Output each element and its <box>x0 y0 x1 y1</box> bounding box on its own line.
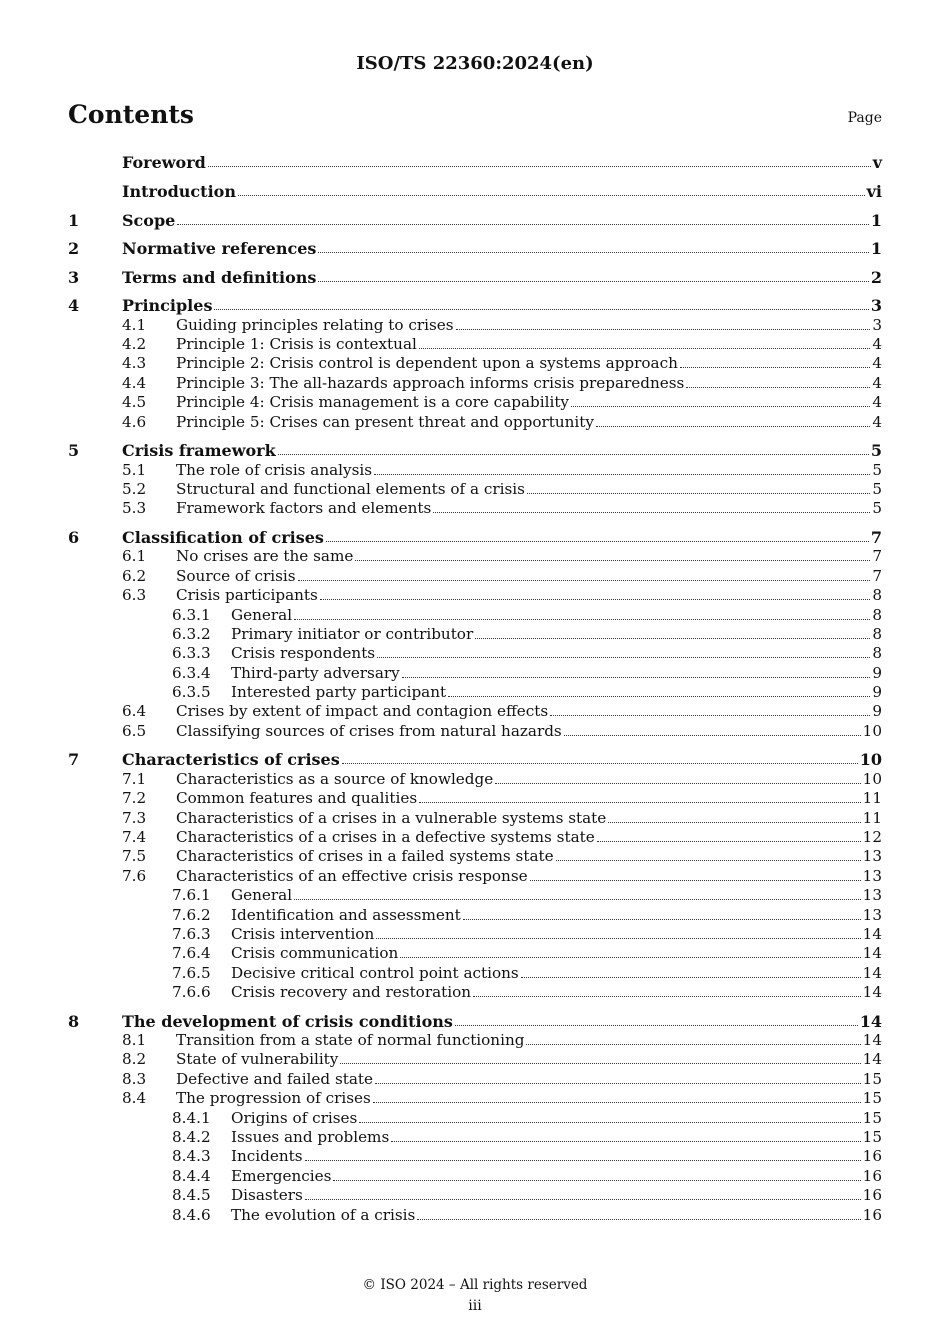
dot-leader <box>556 860 861 861</box>
toc-entry-page[interactable]: 7 <box>870 527 882 547</box>
toc-entry-title[interactable]: Principle 3: The all-hazards approach informs crisis preparedness <box>176 373 685 392</box>
dot-leader <box>400 957 860 958</box>
toc-entry-page[interactable]: 11 <box>862 789 882 808</box>
document-id-header: ISO/TS 22360:2024(en) <box>356 53 594 74</box>
toc-entry-page[interactable]: 16 <box>862 1205 882 1224</box>
toc-entry-number: 1 <box>68 210 80 230</box>
dot-leader <box>475 638 870 639</box>
toc-entry-page[interactable]: 5 <box>872 479 882 498</box>
toc-entry-title[interactable]: Crisis participants <box>176 586 318 605</box>
toc-entry[interactable] <box>68 566 882 585</box>
dot-leader <box>596 426 870 427</box>
dot-leader <box>238 195 865 196</box>
dot-leader <box>377 657 870 658</box>
toc-entry[interactable] <box>68 769 882 788</box>
toc-entry-number: 2 <box>68 239 80 259</box>
toc-entry-number: 6.5 <box>122 721 147 740</box>
toc-entry[interactable] <box>68 267 882 286</box>
toc-entry[interactable] <box>68 460 882 479</box>
toc-entry[interactable] <box>68 441 882 460</box>
dot-leader <box>294 619 870 620</box>
dot-leader <box>278 454 869 455</box>
dot-leader <box>455 1025 858 1026</box>
toc-entry-title[interactable]: Crisis recovery and restoration <box>231 983 472 1002</box>
toc-entry-number: 7.2 <box>122 789 147 808</box>
dot-leader <box>375 1083 861 1084</box>
toc-entry-title[interactable]: Characteristics of crises in a failed systems state <box>176 847 554 866</box>
toc-entry-title[interactable]: Source of crisis <box>176 566 296 585</box>
toc-entry[interactable] <box>68 354 882 373</box>
toc-entry-number: 7.6.1 <box>172 886 211 905</box>
dot-leader <box>564 735 861 736</box>
toc-entry[interactable] <box>68 1166 882 1185</box>
toc-entry-number: 7.6.2 <box>172 905 211 924</box>
toc-entry-number: 8.2 <box>122 1050 147 1069</box>
toc-entry-page[interactable]: 12 <box>862 828 882 846</box>
toc-entry[interactable] <box>68 866 882 885</box>
toc-entry-page[interactable]: 14 <box>862 1050 882 1069</box>
toc-entry[interactable] <box>68 683 882 702</box>
toc-entry-page[interactable]: 4 <box>872 335 882 354</box>
dot-leader <box>373 1102 861 1103</box>
dot-leader <box>214 309 868 310</box>
toc-entry-title[interactable]: Characteristics as a source of knowledge <box>176 769 494 788</box>
dot-leader <box>473 996 861 997</box>
toc-entry-page[interactable]: 4 <box>872 373 882 392</box>
toc-entry-title[interactable]: Principle 2: Crisis control is dependent upon a systems approach <box>176 354 678 373</box>
toc-entry-title[interactable]: Identification and assessment <box>231 905 461 924</box>
toc-entry-title[interactable]: Terms and definitions <box>122 267 317 287</box>
toc-entry-page[interactable]: 11 <box>862 808 882 827</box>
toc-entry-page[interactable]: 9 <box>872 663 882 682</box>
toc-entry-page[interactable]: 8 <box>872 605 882 624</box>
dot-leader <box>448 696 870 697</box>
toc-entry-title[interactable]: Emergencies <box>231 1166 332 1185</box>
toc-entry-number: 8 <box>68 1011 80 1031</box>
toc-entry[interactable] <box>68 1011 882 1030</box>
dot-leader <box>419 348 870 349</box>
toc-entry-page[interactable]: 5 <box>870 441 882 461</box>
toc-entry-page[interactable]: 14 <box>862 924 882 943</box>
toc-entry[interactable] <box>68 1128 882 1147</box>
toc-entry-title[interactable]: Origins of crises <box>231 1108 358 1127</box>
toc-entry-number: 7.6.4 <box>172 944 211 963</box>
dot-leader <box>305 1199 861 1200</box>
dot-leader <box>294 899 861 900</box>
toc-entry-page[interactable]: 15 <box>862 1128 882 1147</box>
toc-entry-title[interactable]: Defective and failed state <box>176 1069 373 1088</box>
toc-entry-number: 7.6.3 <box>172 924 211 943</box>
dot-leader <box>686 387 870 388</box>
dot-leader <box>374 474 870 475</box>
toc-entry-title[interactable]: Decisive critical control point actions <box>231 963 519 982</box>
toc-entry-number: 8.4.5 <box>172 1186 211 1205</box>
toc-entry-number: 6.3.2 <box>172 624 211 643</box>
page-number: iii <box>468 1298 482 1314</box>
toc-entry[interactable] <box>68 182 882 201</box>
toc-entry[interactable] <box>68 847 882 866</box>
toc-entry-number: 6.3.1 <box>172 605 211 624</box>
dot-leader <box>359 1122 860 1123</box>
toc-entry-number: 7.1 <box>122 769 147 788</box>
toc-entry-page[interactable]: 4 <box>872 393 882 412</box>
toc-entry-page[interactable]: 13 <box>862 886 882 905</box>
toc-entry-page[interactable]: 10 <box>862 721 882 740</box>
toc-entry-title[interactable]: Scope <box>122 210 176 230</box>
toc-entry-page[interactable]: 15 <box>862 1108 882 1127</box>
toc-entry-number: 4.6 <box>122 412 147 431</box>
toc-entry[interactable] <box>68 315 882 334</box>
toc-entry-number: 7.3 <box>122 808 147 827</box>
toc-entry-number: 6.1 <box>122 547 147 566</box>
toc-entry-title[interactable]: Characteristics of crises <box>122 750 340 770</box>
dot-leader <box>340 1063 860 1064</box>
toc-entry-number: 4.4 <box>122 373 147 392</box>
toc-entry[interactable] <box>68 828 882 847</box>
dot-leader <box>495 783 860 784</box>
toc-entry-page[interactable]: 4 <box>872 412 882 431</box>
toc-entry-title[interactable]: General <box>231 886 293 905</box>
toc-entry[interactable] <box>68 963 882 982</box>
toc-entry-page[interactable]: 13 <box>862 905 882 924</box>
dot-leader <box>342 763 858 764</box>
toc-entry-title[interactable]: Primary initiator or contributor <box>231 624 474 643</box>
toc-entry-number: 4.5 <box>122 393 147 412</box>
toc-entry[interactable] <box>68 499 882 518</box>
toc-entry-number: 4 <box>68 296 80 316</box>
toc-entry[interactable] <box>68 393 882 412</box>
dot-leader <box>318 252 868 253</box>
toc-entry[interactable] <box>68 925 882 944</box>
toc-entry-page[interactable]: 15 <box>862 1069 882 1088</box>
toc-entry-number: 6.3 <box>122 586 147 605</box>
toc-entry-title[interactable]: Issues and problems <box>231 1128 390 1147</box>
toc-entry-number: 7.6.5 <box>172 963 211 982</box>
dot-leader <box>318 281 868 282</box>
toc-entry-page[interactable]: v <box>872 153 882 173</box>
dot-leader <box>680 367 870 368</box>
toc-entry[interactable] <box>68 547 882 566</box>
dot-leader <box>320 599 871 600</box>
toc-entry-number: 6.4 <box>122 702 147 721</box>
toc-entry-title[interactable]: Guiding principles relating to crises <box>176 315 454 334</box>
dot-leader <box>527 493 870 494</box>
dot-leader <box>521 977 861 978</box>
toc-entry[interactable] <box>68 586 882 605</box>
dot-leader <box>376 938 860 939</box>
toc-entry-title[interactable]: Transition from a state of normal functioning <box>176 1031 525 1050</box>
toc-entry-title[interactable]: Principles <box>122 296 213 316</box>
toc-entry-title[interactable]: Principle 5: Crises can present threat and opportunity <box>176 412 594 431</box>
toc-entry-title[interactable]: Crisis intervention <box>231 924 375 943</box>
toc-entry-title[interactable]: The development of crisis conditions <box>122 1011 453 1031</box>
toc-entry-number: 8.4.6 <box>172 1205 211 1224</box>
toc-entry-number: 7.4 <box>122 828 147 846</box>
toc-entry-page[interactable]: 14 <box>859 1011 882 1031</box>
toc-entry-title[interactable]: Crisis framework <box>122 441 276 461</box>
toc-entry-title[interactable]: Principle 4: Crisis management is a core capability <box>176 393 569 412</box>
toc-entry[interactable] <box>68 296 882 315</box>
dot-leader <box>456 329 871 330</box>
toc-entry-number: 4.2 <box>122 335 147 354</box>
toc-entry-page[interactable]: 4 <box>872 354 882 373</box>
dot-leader <box>571 406 870 407</box>
toc-entry-number: 7.6.6 <box>172 983 211 1002</box>
toc-entry-number: 5.3 <box>122 499 147 518</box>
toc-entry-page[interactable]: 7 <box>872 547 882 566</box>
dot-leader <box>433 512 870 513</box>
toc-entry-page[interactable]: 3 <box>872 315 882 334</box>
toc-entry[interactable] <box>68 1050 882 1069</box>
toc-entry-page[interactable]: 14 <box>862 963 882 982</box>
toc-entry-number: 5 <box>68 441 80 461</box>
toc-entry-number: 4.1 <box>122 315 147 334</box>
toc-entry-title[interactable]: Normative references <box>122 239 317 259</box>
toc-entry-title[interactable]: Disasters <box>231 1186 303 1205</box>
toc-entry-page[interactable]: 8 <box>872 624 882 643</box>
toc-entry-title[interactable]: Third-party adversary <box>231 663 400 682</box>
toc-entry[interactable] <box>68 983 882 1002</box>
toc-entry-title[interactable]: Characteristics of a crises in a vulnerable systems state <box>176 808 607 827</box>
dot-leader <box>463 919 861 920</box>
dot-leader <box>608 822 860 823</box>
toc-entry-title[interactable]: Common features and qualities <box>176 789 418 808</box>
toc-entry-title[interactable]: No crises are the same <box>176 547 354 566</box>
toc-entry[interactable] <box>68 412 882 431</box>
toc-entry-page[interactable]: 13 <box>862 847 882 866</box>
toc-entry-page[interactable]: 1 <box>870 239 882 259</box>
toc-entry-title[interactable]: The role of crisis analysis <box>176 460 373 479</box>
toc-entry[interactable] <box>68 480 882 499</box>
toc-entry-title[interactable]: The progression of crises <box>176 1089 371 1108</box>
toc-entry-title[interactable]: State of vulnerability <box>176 1050 339 1069</box>
toc-entry-page[interactable]: 3 <box>870 296 882 316</box>
toc-entry[interactable] <box>68 1031 882 1050</box>
dot-leader <box>177 224 869 225</box>
copyright-footer: © ISO 2024 – All rights reserved <box>362 1277 588 1293</box>
toc-entry[interactable] <box>68 1186 882 1205</box>
toc-entry-number: 8.1 <box>122 1031 147 1050</box>
dot-leader <box>419 802 861 803</box>
toc-entry-number: 8.4.4 <box>172 1166 211 1185</box>
dot-leader <box>526 1044 860 1045</box>
table-of-contents <box>68 153 882 1225</box>
dot-leader <box>530 880 861 881</box>
toc-entry-number: 8.4.3 <box>172 1147 211 1166</box>
dot-leader <box>305 1160 861 1161</box>
dot-leader <box>402 677 871 678</box>
toc-entry[interactable] <box>68 153 882 172</box>
toc-entry-title[interactable]: Interested party participant <box>231 683 447 702</box>
dot-leader <box>298 580 871 581</box>
dot-leader <box>326 541 869 542</box>
toc-entry-number: 8.4 <box>122 1089 147 1108</box>
dot-leader <box>391 1141 860 1142</box>
toc-entry-page[interactable]: 1 <box>870 210 882 230</box>
toc-entry[interactable] <box>68 1069 882 1088</box>
toc-entry-number: 6.3.5 <box>172 683 211 702</box>
toc-entry[interactable] <box>68 663 882 682</box>
toc-entry-page[interactable]: 2 <box>870 267 882 287</box>
dot-leader <box>550 715 870 716</box>
toc-entry-number: 8.3 <box>122 1069 147 1088</box>
toc-entry-number: 5.2 <box>122 479 147 498</box>
toc-entry-number: 3 <box>68 267 80 287</box>
toc-entry[interactable] <box>68 1205 882 1224</box>
toc-entry-page[interactable]: 16 <box>862 1186 882 1205</box>
toc-entry-title[interactable]: Structural and functional elements of a crisis <box>176 479 525 498</box>
toc-entry[interactable] <box>68 625 882 644</box>
toc-entry-title[interactable]: Characteristics of a crises in a defective systems state <box>176 828 595 846</box>
toc-entry-page[interactable]: 14 <box>862 983 882 1002</box>
dot-leader <box>208 166 871 167</box>
toc-entry-title[interactable]: Crisis communication <box>231 944 399 963</box>
toc-entry[interactable] <box>68 944 882 963</box>
page-column-label: Page <box>847 110 882 126</box>
toc-entry-page[interactable]: 16 <box>862 1166 882 1185</box>
toc-entry[interactable] <box>68 905 882 924</box>
toc-entry-page[interactable]: 14 <box>862 1031 882 1050</box>
toc-entry-number: 7 <box>68 750 80 770</box>
toc-entry-page[interactable]: 13 <box>862 866 882 885</box>
toc-entry-page[interactable]: 14 <box>862 944 882 963</box>
toc-entry-number: 7.5 <box>122 847 147 866</box>
toc-entry-page[interactable]: 10 <box>862 769 882 788</box>
toc-entry-number: 6.2 <box>122 566 147 585</box>
toc-entry[interactable] <box>68 239 882 258</box>
toc-entry-number: 8.4.1 <box>172 1108 211 1127</box>
toc-entry-number: 7.6 <box>122 866 147 885</box>
toc-entry-page[interactable]: vi <box>866 181 882 201</box>
toc-entry-number: 6.3.4 <box>172 663 211 682</box>
toc-entry[interactable] <box>68 644 882 663</box>
toc-entry[interactable] <box>68 335 882 354</box>
dot-leader <box>355 560 870 561</box>
toc-entry-number: 8.4.2 <box>172 1128 211 1147</box>
toc-entry[interactable] <box>68 528 882 547</box>
toc-entry-page[interactable]: 8 <box>872 644 882 663</box>
toc-entry-title[interactable]: Characteristics of an effective crisis response <box>176 866 528 885</box>
toc-entry[interactable] <box>68 750 882 769</box>
toc-entry-title[interactable]: Crisis respondents <box>231 644 376 663</box>
toc-entry[interactable] <box>68 373 882 392</box>
toc-entry[interactable] <box>68 1108 882 1127</box>
toc-entry[interactable] <box>68 1089 882 1108</box>
dot-leader <box>417 1219 860 1220</box>
toc-entry[interactable] <box>68 721 882 740</box>
toc-entry-title[interactable]: General <box>231 605 293 624</box>
toc-entry-number: 6.3.3 <box>172 644 211 663</box>
toc-entry-title[interactable]: Framework factors and elements <box>176 499 432 518</box>
toc-entry-title[interactable]: Principle 1: Crisis is contextual <box>176 335 417 354</box>
toc-entry-title[interactable]: Classifying sources of crises from natural hazards <box>176 721 562 740</box>
toc-entry-page[interactable]: 10 <box>859 750 882 770</box>
toc-entry-page[interactable]: 5 <box>872 499 882 518</box>
toc-entry-number: 4.3 <box>122 354 147 373</box>
toc-entry[interactable] <box>68 808 882 827</box>
toc-entry-title[interactable]: Foreword <box>122 153 206 173</box>
toc-entry-title[interactable]: The evolution of a crisis <box>231 1205 416 1224</box>
toc-entry-page[interactable]: 9 <box>872 702 882 721</box>
toc-entry-title[interactable]: Crises by extent of impact and contagion effects <box>176 702 549 721</box>
toc-entry[interactable] <box>68 210 882 229</box>
toc-entry[interactable] <box>68 605 882 624</box>
toc-entry-page[interactable]: 9 <box>872 683 882 702</box>
toc-entry-title[interactable]: Incidents <box>231 1147 303 1166</box>
toc-entry-page[interactable]: 16 <box>862 1147 882 1166</box>
toc-entry[interactable] <box>68 1147 882 1166</box>
toc-entry-number: 5.1 <box>122 460 147 479</box>
toc-entry-title[interactable]: Introduction <box>122 181 236 201</box>
contents-title: Contents <box>68 100 195 129</box>
toc-entry-page[interactable]: 8 <box>872 586 882 605</box>
dot-leader <box>597 841 861 842</box>
dot-leader <box>333 1180 860 1181</box>
toc-entry[interactable] <box>68 886 882 905</box>
toc-entry-page[interactable]: 7 <box>872 566 882 585</box>
toc-entry-page[interactable]: 15 <box>862 1089 882 1108</box>
toc-entry[interactable] <box>68 789 882 808</box>
toc-entry[interactable] <box>68 702 882 721</box>
toc-entry-number: 6 <box>68 527 80 547</box>
toc-entry-page[interactable]: 5 <box>872 460 882 479</box>
toc-entry-title[interactable]: Classification of crises <box>122 527 324 547</box>
